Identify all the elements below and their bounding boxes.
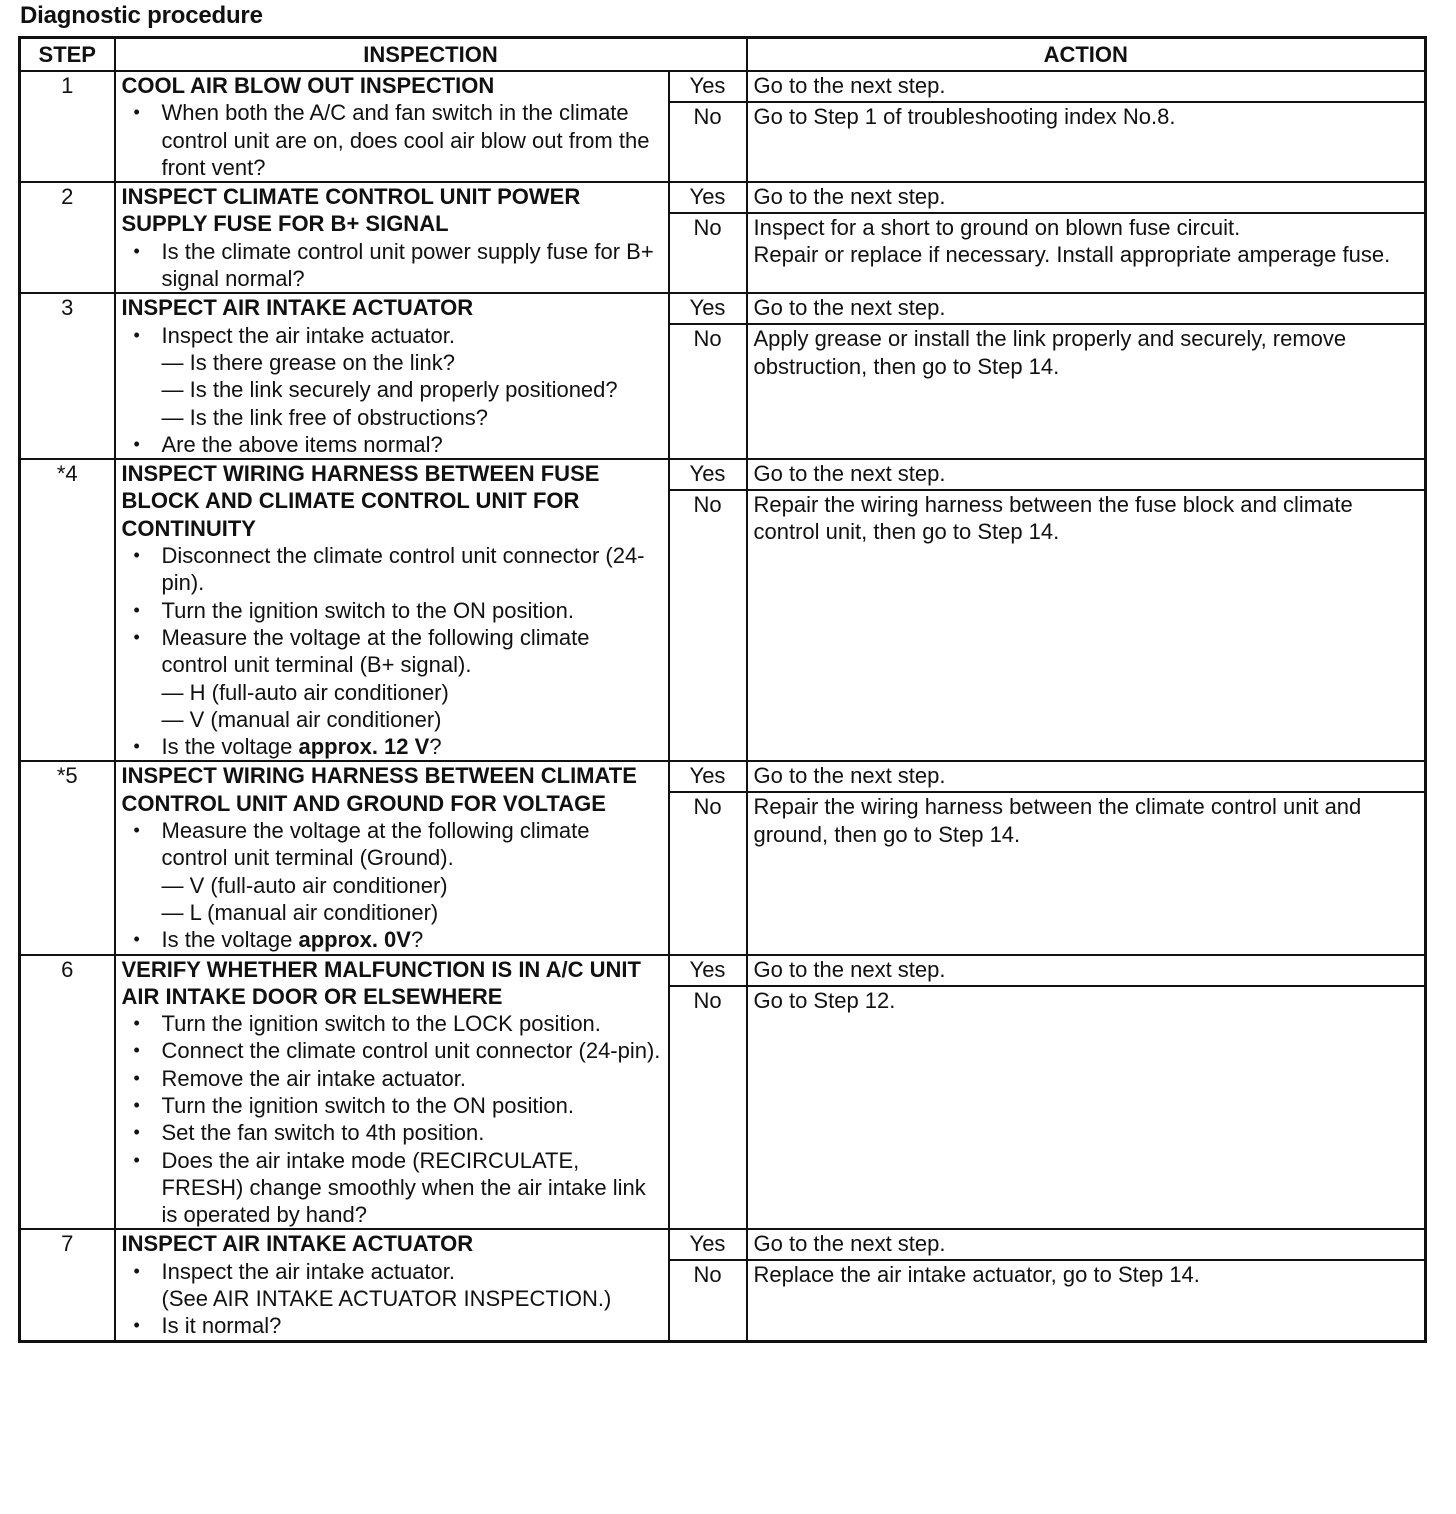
step-number: 6 xyxy=(20,955,115,1230)
step-row-yes xyxy=(20,1229,1426,1260)
no-action-line: Go to Step 1 of troubleshooting index No.8. xyxy=(753,104,1176,129)
inspection-title: INSPECT AIR INTAKE ACTUATOR xyxy=(121,1231,474,1257)
bullet-emphasis: approx. 12 V xyxy=(298,734,430,760)
inspection-title: INSPECT WIRING HARNESS BETWEEN CLIMATE CONTROL UNIT AND GROUND FOR VOLTAGE xyxy=(121,763,637,816)
no-action xyxy=(747,792,1426,954)
no-label: No xyxy=(669,213,747,293)
step-number: 7 xyxy=(20,1229,115,1341)
bullet-suffix: ? xyxy=(410,927,424,953)
inspection-bullets xyxy=(122,817,662,953)
inspection-bullet xyxy=(122,431,662,458)
no-action-line: Repair the wiring harness between the climate control unit and ground, then go to Step 14. xyxy=(753,794,1362,847)
inspection-cell xyxy=(115,761,669,954)
inspection-bullet xyxy=(122,926,662,953)
yes-label: Yes xyxy=(669,761,747,792)
inspection-bullet xyxy=(122,99,662,181)
header-inspection: INSPECTION xyxy=(115,38,747,72)
bullet-suffix: ? xyxy=(429,734,442,760)
yes-label: Yes xyxy=(669,955,747,986)
inspection-bullet xyxy=(122,624,662,733)
no-action xyxy=(747,490,1426,761)
no-action-line: Repair or replace if necessary. Install appropriate amperage fuse. xyxy=(753,242,1391,268)
no-action xyxy=(747,1260,1426,1341)
inspection-bullet xyxy=(122,1037,662,1064)
inspection-bullets xyxy=(122,322,662,458)
bullet-text: Inspect the air intake actuator. xyxy=(161,1258,456,1284)
inspection-bullet xyxy=(122,817,662,926)
inspection-cell xyxy=(115,71,669,182)
yes-label: Yes xyxy=(669,182,747,213)
no-action-line: Repair the wiring harness between the fuse block and climate control unit, then go to Step 14. xyxy=(753,492,1353,545)
no-label: No xyxy=(669,324,747,459)
inspection-bullet xyxy=(122,1147,662,1229)
inspection-subitem: — V (manual air conditioner) xyxy=(161,706,442,732)
bullet-text: Disconnect the climate control unit connector (24-pin). xyxy=(161,543,645,596)
no-label: No xyxy=(669,792,747,954)
inspection-subitem: — Is the link securely and properly positioned? xyxy=(161,377,618,403)
header-step: STEP xyxy=(20,38,115,72)
step-row-yes xyxy=(20,761,1426,792)
yes-action: Go to the next step. xyxy=(747,955,1426,986)
no-label: No xyxy=(669,1260,747,1341)
bullet-text: Is it normal? xyxy=(161,1313,282,1339)
inspection-title: INSPECT AIR INTAKE ACTUATOR xyxy=(121,295,474,321)
bullet-text: Inspect the air intake actuator. xyxy=(161,322,456,348)
inspection-subitems xyxy=(162,1285,662,1312)
inspection-bullets xyxy=(122,542,662,760)
inspection-bullet xyxy=(122,1258,662,1313)
table-body xyxy=(20,71,1426,1341)
yes-action: Go to the next step. xyxy=(747,459,1426,490)
step-number: 2 xyxy=(20,182,115,293)
inspection-subitems xyxy=(162,872,662,927)
no-action-line: Replace the air intake actuator, go to Step 14. xyxy=(753,1262,1200,1288)
bullet-text: Turn the ignition switch to the ON position. xyxy=(161,1092,574,1118)
bullet-text: Is the climate control unit power supply fuse for B+ signal normal? xyxy=(161,238,654,292)
inspection-bullet xyxy=(122,1092,662,1119)
step-row-yes xyxy=(20,293,1426,324)
inspection-subitem: — Is the link free of obstructions? xyxy=(161,404,488,430)
yes-label: Yes xyxy=(669,293,747,324)
inspection-subitem: — H (full-auto air conditioner) xyxy=(161,679,449,705)
bullet-text: Connect the climate control unit connector (24-pin). xyxy=(161,1038,661,1064)
step-row-yes xyxy=(20,71,1426,102)
inspection-bullet xyxy=(122,238,662,293)
no-action xyxy=(747,102,1426,182)
yes-action: Go to the next step. xyxy=(747,71,1426,102)
bullet-text: When both the A/C and fan switch in the climate control unit are on, does cool air blow out from the front vent? xyxy=(161,100,650,180)
inspection-subitem: — L (manual air conditioner) xyxy=(161,899,439,925)
bullet-text: Is the voltage xyxy=(161,927,299,953)
step-row-yes xyxy=(20,182,1426,213)
bullet-text: Does the air intake mode (RECIRCULATE, FRESH) change smoothly when the air intake link is operated by hand? xyxy=(161,1147,646,1228)
inspection-subitem: — V (full-auto air conditioner) xyxy=(161,872,448,898)
inspection-subitems xyxy=(162,349,662,431)
inspection-subitem: — Is there grease on the link? xyxy=(161,349,455,375)
inspection-bullet xyxy=(122,322,662,431)
inspection-bullet xyxy=(122,542,662,597)
bullet-text: Are the above items normal? xyxy=(161,431,443,457)
inspection-cell xyxy=(115,1229,669,1341)
inspection-title: INSPECT WIRING HARNESS BETWEEN FUSE BLOCK AND CLIMATE CONTROL UNIT FOR CONTINUITY xyxy=(121,461,600,541)
inspection-cell xyxy=(115,459,669,761)
inspection-title: COOL AIR BLOW OUT INSPECTION xyxy=(121,73,495,98)
inspection-bullets xyxy=(122,99,662,181)
diagnostic-procedure-table xyxy=(18,36,1427,1343)
step-row-yes xyxy=(20,459,1426,490)
step-number: *5 xyxy=(20,761,115,954)
bullet-text: Set the fan switch to 4th position. xyxy=(161,1120,485,1146)
inspection-cell xyxy=(115,182,669,293)
bullet-text: Is the voltage xyxy=(161,734,299,760)
inspection-bullets xyxy=(122,238,662,293)
no-action-line: Go to Step 12. xyxy=(753,987,896,1013)
inspection-subitem: (See AIR INTAKE ACTUATOR INSPECTION.) xyxy=(161,1286,612,1312)
bullet-text: Turn the ignition switch to the LOCK position. xyxy=(161,1011,601,1037)
header-action: ACTION xyxy=(747,38,1426,72)
yes-action: Go to the next step. xyxy=(747,1229,1426,1260)
no-label: No xyxy=(669,986,747,1230)
document-title: Diagnostic procedure xyxy=(20,2,263,29)
step-row-yes xyxy=(20,955,1426,986)
no-action-line: Apply grease or install the link properly and securely, remove obstruction, then go to Step 14. xyxy=(753,326,1347,379)
yes-action: Go to the next step. xyxy=(747,761,1426,792)
inspection-cell xyxy=(115,955,669,1230)
inspection-bullet xyxy=(122,1065,662,1092)
inspection-cell xyxy=(115,293,669,459)
bullet-text: Remove the air intake actuator. xyxy=(161,1065,466,1091)
inspection-bullet xyxy=(122,1119,662,1146)
yes-label: Yes xyxy=(669,1229,747,1260)
inspection-bullet xyxy=(122,1010,662,1037)
no-action xyxy=(747,986,1426,1230)
bullet-text: Measure the voltage at the following climate control unit terminal (Ground). xyxy=(161,818,590,871)
inspection-title: VERIFY WHETHER MALFUNCTION IS IN A/C UNIT AIR INTAKE DOOR OR ELSEWHERE xyxy=(121,956,641,1009)
yes-action: Go to the next step. xyxy=(747,293,1426,324)
no-label: No xyxy=(669,102,747,182)
no-label: No xyxy=(669,490,747,761)
table-header-row xyxy=(20,38,1426,72)
step-number: 1 xyxy=(20,71,115,182)
bullet-text: Turn the ignition switch to the ON position. xyxy=(161,597,574,623)
step-number: *4 xyxy=(20,459,115,761)
inspection-title: INSPECT CLIMATE CONTROL UNIT POWER SUPPLY FUSE FOR B+ SIGNAL xyxy=(121,184,581,237)
inspection-bullet xyxy=(122,597,662,624)
yes-label: Yes xyxy=(669,459,747,490)
inspection-bullets xyxy=(122,1258,662,1340)
inspection-bullets xyxy=(122,1010,662,1228)
no-action xyxy=(747,213,1426,293)
no-action xyxy=(747,324,1426,459)
bullet-text: Measure the voltage at the following climate control unit terminal (B+ signal). xyxy=(161,624,590,678)
inspection-bullet xyxy=(122,733,662,760)
no-action-line: Inspect for a short to ground on blown fuse circuit. xyxy=(753,215,1241,241)
inspection-bullet xyxy=(122,1312,662,1339)
step-number: 3 xyxy=(20,293,115,459)
bullet-emphasis: approx. 0V xyxy=(298,927,411,953)
yes-action: Go to the next step. xyxy=(747,182,1426,213)
yes-label: Yes xyxy=(669,71,747,102)
inspection-subitems xyxy=(162,679,662,734)
